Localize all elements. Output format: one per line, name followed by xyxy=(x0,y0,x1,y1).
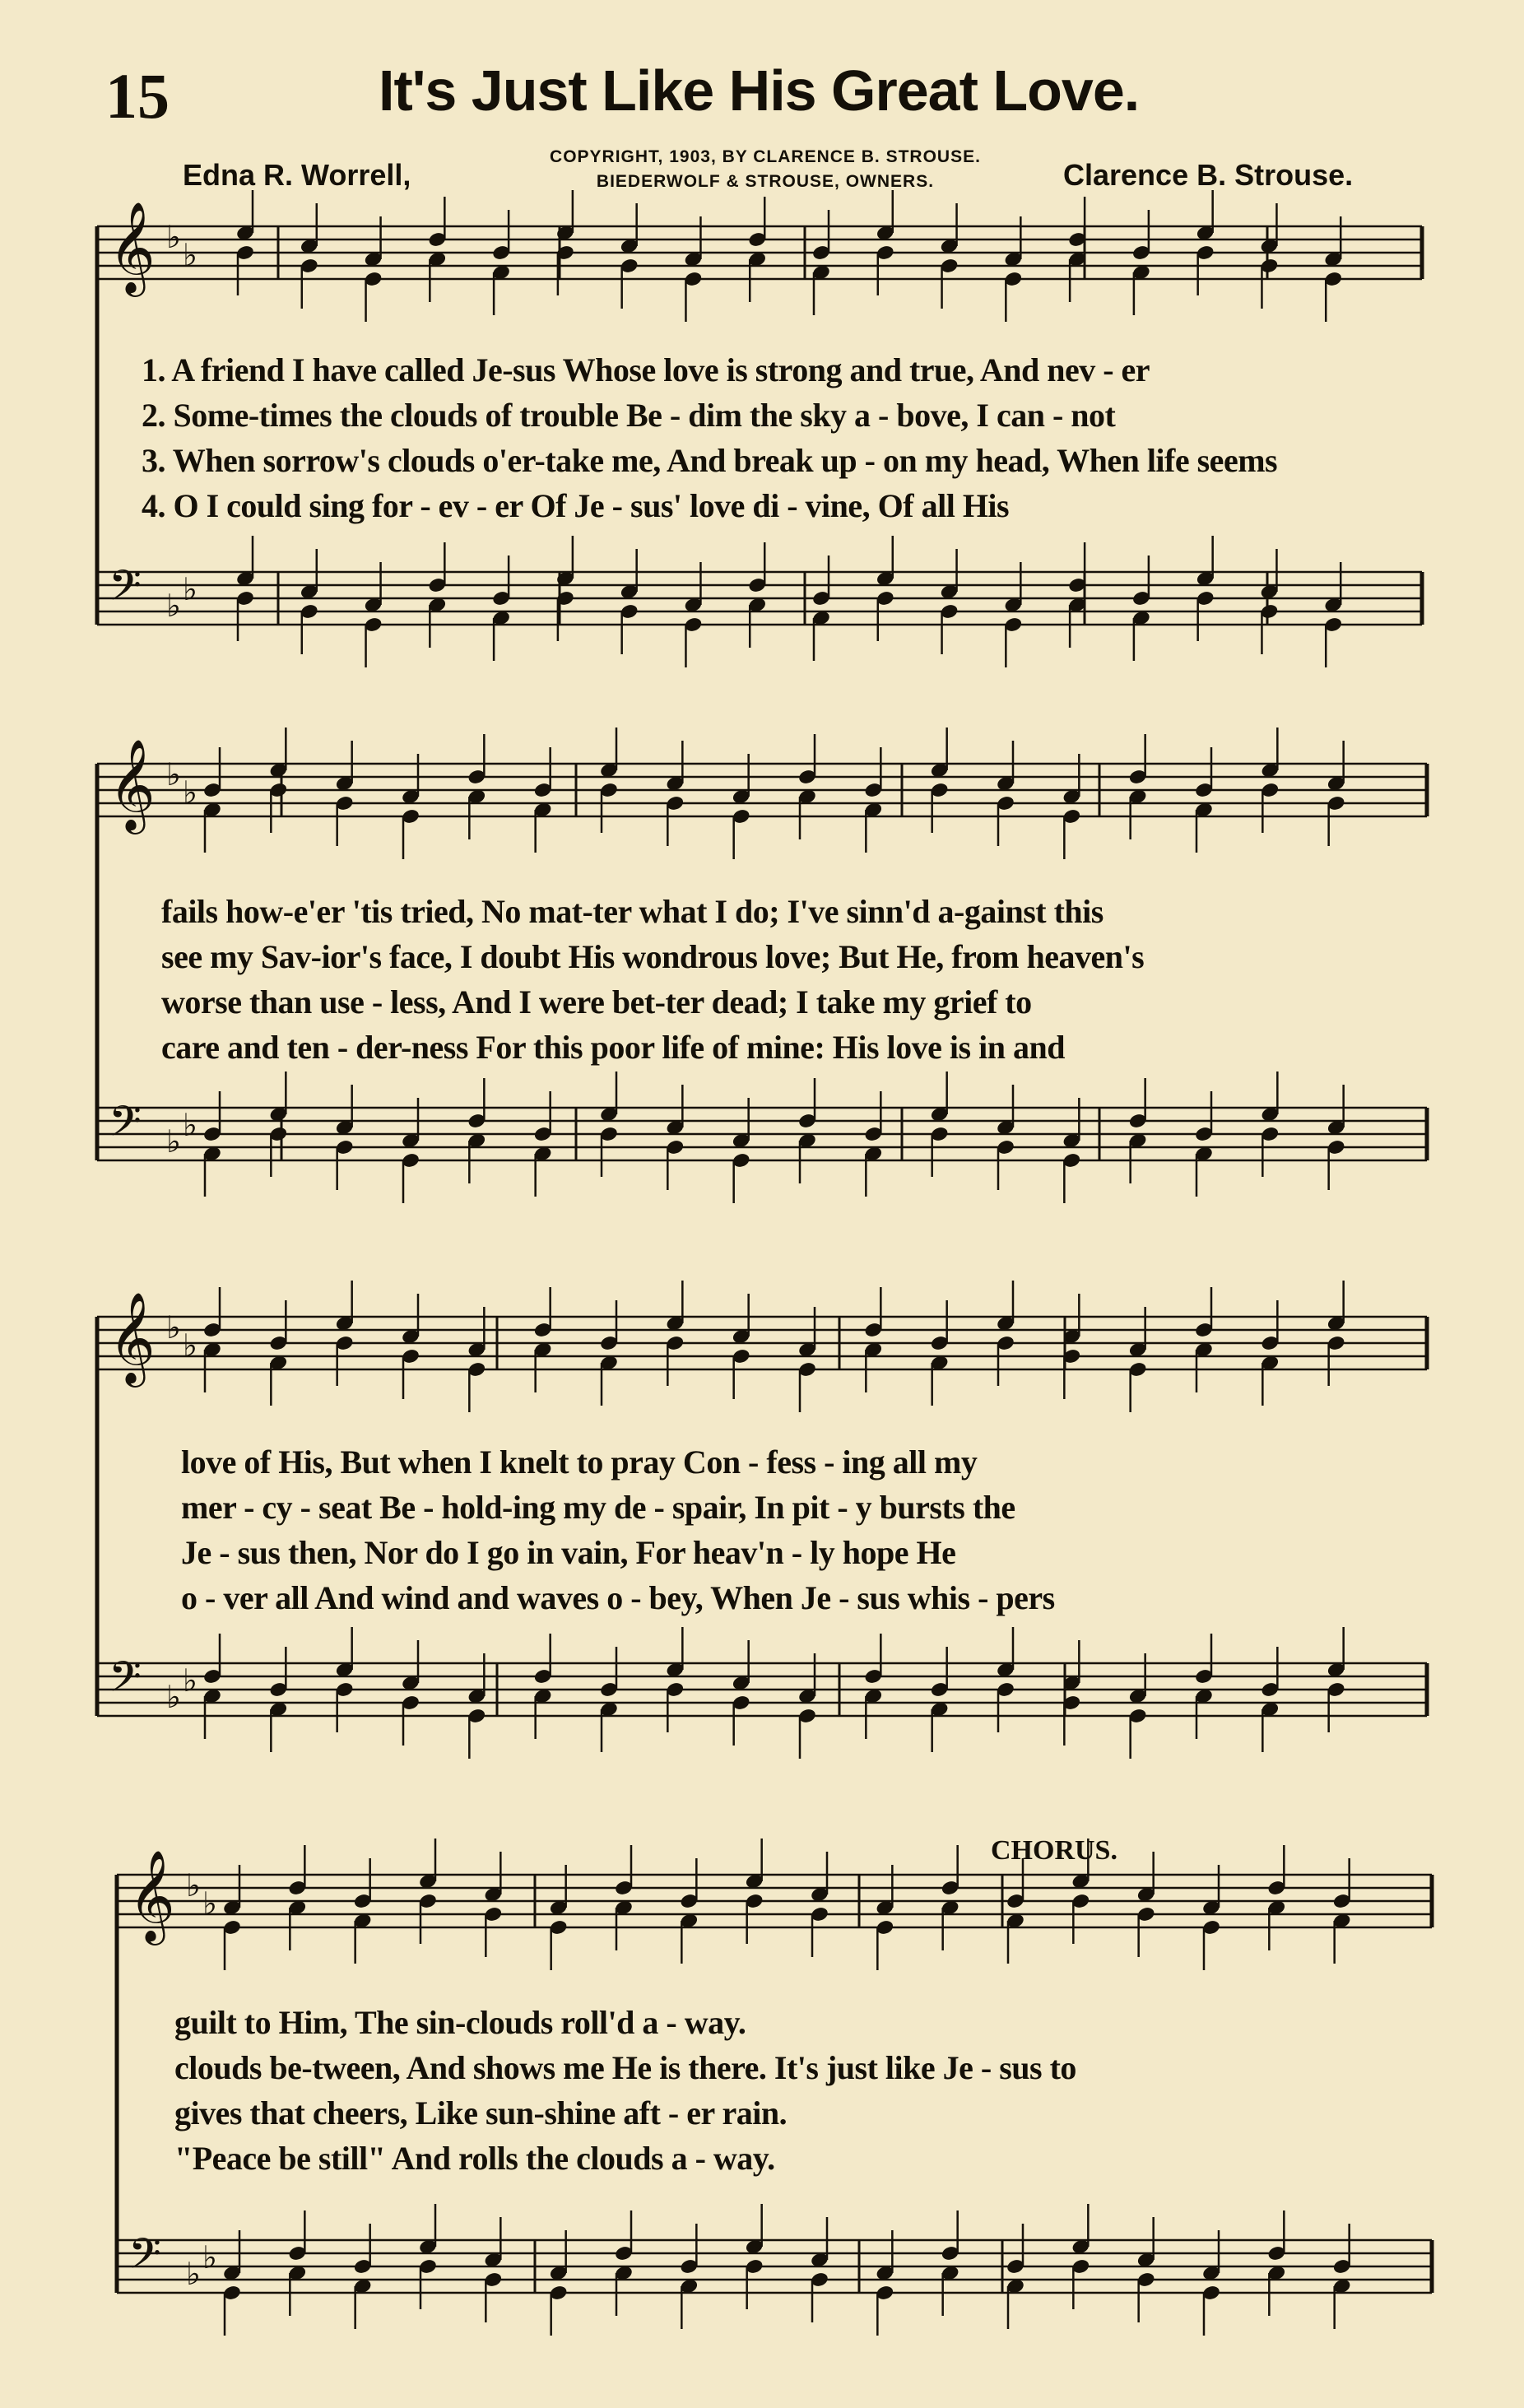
flat-icon: ♭ xyxy=(183,1107,197,1143)
lyric-s1-v1: 1. A friend I have called Je-sus Whose love is strong and true, And nev - er xyxy=(142,351,1150,388)
hymn-composer: Clarence B. Strouse. xyxy=(1063,158,1354,192)
lyric-s1-v3: 3. When sorrow's clouds o'er-take me, And break up - on my head, When life seems xyxy=(142,442,1278,479)
bass-clef-icon: 𝄢 xyxy=(128,2229,161,2289)
treble-clef-icon: 𝄞 xyxy=(128,1849,175,1941)
lyric-s4-v3: gives that cheers, Like sun-shine aft - er rain. xyxy=(174,2094,788,2131)
lyric-s4-v4: "Peace be still" And rolls the clouds a - way. xyxy=(174,2140,775,2177)
hymn-title: It's Just Like His Great Love. xyxy=(379,58,1140,123)
lyric-s2-v2: see my Sav-ior's face, I doubt His wondrous love; But He, from heaven's xyxy=(161,938,1145,975)
lyric-s2-v4: care and ten - der-ness For this poor life of mine: His love is in and xyxy=(161,1029,1065,1066)
lyric-s4-v1: guilt to Him, The sin-clouds roll'd a - way. xyxy=(174,2004,746,2041)
lyric-s3-v4: o - ver all And wind and waves o - bey, When Je - sus whis - pers xyxy=(181,1579,1055,1616)
lyric-s1-v4: 4. O I could sing for - ev - er Of Je - sus' love di - vine, Of all His xyxy=(142,487,1010,524)
bass-clef-icon: 𝄢 xyxy=(109,1652,142,1712)
chorus-label: CHORUS. xyxy=(991,1835,1117,1866)
lyric-s4-v2: clouds be-tween, And shows me He is there. It's just like Je - sus to xyxy=(174,2049,1076,2086)
hymn-number: 15 xyxy=(105,60,170,132)
flat-icon: ♭ xyxy=(183,1327,197,1364)
flat-icon: ♭ xyxy=(166,756,181,793)
bass-clef-icon: 𝄢 xyxy=(109,560,142,621)
flat-icon: ♭ xyxy=(183,774,197,811)
bass-clef-icon: 𝄢 xyxy=(109,1096,142,1156)
lyric-s3-v2: mer - cy - seat Be - hold-ing my de - spair, In pit - y bursts the xyxy=(181,1489,1015,1526)
copyright-line-2: BIEDERWOLF & STROUSE, OWNERS. xyxy=(596,172,935,191)
treble-clef-icon: 𝄞 xyxy=(109,738,156,830)
flat-icon: ♭ xyxy=(166,1679,181,1715)
flat-icon: ♭ xyxy=(186,1867,201,1904)
flat-icon: ♭ xyxy=(183,571,197,607)
lyric-s1-v2: 2. Some-times the clouds of trouble Be - dim the sky a - bove, I can - not xyxy=(142,397,1116,434)
flat-icon: ♭ xyxy=(202,1885,217,1922)
lyric-s3-v1: love of His, But when I knelt to pray Con - fess - ing all my xyxy=(181,1443,978,1481)
hymn-author: Edna R. Worrell, xyxy=(183,158,411,192)
lyric-s2-v3: worse than use - less, And I were bet-ter dead; I take my grief to xyxy=(161,983,1032,1020)
flat-icon: ♭ xyxy=(166,588,181,624)
flat-icon: ♭ xyxy=(186,2256,201,2292)
treble-clef-icon: 𝄞 xyxy=(109,1291,156,1383)
treble-clef-icon: 𝄞 xyxy=(109,201,156,293)
flat-icon: ♭ xyxy=(166,219,181,255)
lyric-s3-v3: Je - sus then, Nor do I go in vain, For heav'n - ly hope He xyxy=(181,1534,956,1571)
flat-icon: ♭ xyxy=(202,2239,217,2276)
flat-icon: ♭ xyxy=(166,1309,181,1346)
flat-icon: ♭ xyxy=(166,1123,181,1160)
copyright-line-1: COPYRIGHT, 1903, BY CLARENCE B. STROUSE. xyxy=(550,147,981,166)
lyric-s2-v1: fails how-e'er 'tis tried, No mat-ter what I do; I've sinn'd a-gainst this xyxy=(161,893,1104,930)
flat-icon: ♭ xyxy=(183,237,197,273)
flat-icon: ♭ xyxy=(183,1662,197,1699)
